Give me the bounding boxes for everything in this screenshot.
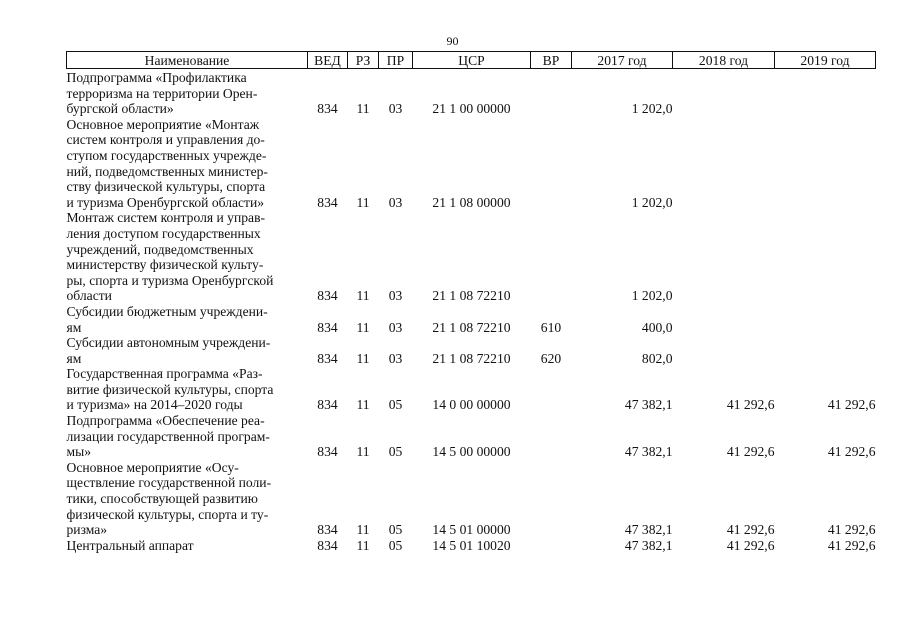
cell-csr: 14 5 01 00000 bbox=[432, 522, 511, 538]
cell-ved: 834 bbox=[317, 522, 338, 538]
header-2018: 2018 год bbox=[673, 52, 775, 69]
row-name-line: Монтаж систем контроля и управ- bbox=[66, 210, 266, 226]
row-name bbox=[67, 538, 308, 554]
table-row bbox=[67, 69, 876, 117]
cell-y2017: 47 382,1 bbox=[624, 444, 673, 460]
row-name-line: Основное мероприятие «Монтаж bbox=[66, 116, 260, 132]
cell-csr: 21 1 08 72210 bbox=[432, 319, 511, 335]
cell-vr bbox=[531, 366, 572, 413]
cell-pr: 05 bbox=[388, 522, 403, 538]
row-name-line: физической культуры, спорта и ту- bbox=[66, 506, 269, 522]
cell-pr: 03 bbox=[388, 319, 403, 335]
header-name: Наименование bbox=[67, 52, 308, 69]
row-name-line: и туризма» на 2014–2020 годы bbox=[66, 397, 243, 413]
cell-y2018 bbox=[673, 335, 775, 366]
cell-csr: 14 5 00 00000 bbox=[432, 444, 511, 460]
cell-pr: 03 bbox=[388, 350, 403, 366]
cell-vr bbox=[531, 69, 572, 117]
cell-vr: 620 bbox=[540, 350, 562, 366]
cell-y2018 bbox=[673, 304, 775, 335]
cell-vr bbox=[531, 210, 572, 304]
row-name bbox=[67, 366, 308, 413]
row-name-line: ступом государственных учрежде- bbox=[66, 147, 267, 163]
cell-y2018 bbox=[673, 69, 775, 117]
cell-y2018: 41 292,6 bbox=[726, 397, 775, 413]
row-name-line: терроризма на территории Орен- bbox=[66, 85, 258, 101]
cell-vr bbox=[531, 538, 572, 554]
row-name bbox=[67, 304, 308, 335]
cell-vr: 610 bbox=[540, 319, 562, 335]
cell-rz: 11 bbox=[356, 522, 370, 538]
cell-y2017: 400,0 bbox=[641, 319, 673, 335]
row-name-line: Подпрограмма «Обеспечение реа- bbox=[66, 413, 265, 429]
cell-ved: 834 bbox=[317, 101, 338, 117]
cell-rz: 11 bbox=[356, 319, 370, 335]
cell-y2019: 41 292,6 bbox=[827, 397, 876, 413]
cell-y2019 bbox=[775, 117, 876, 211]
cell-rz: 11 bbox=[356, 350, 370, 366]
table-row bbox=[67, 538, 876, 554]
cell-ved: 834 bbox=[317, 194, 338, 210]
cell-vr bbox=[531, 413, 572, 460]
cell-ved: 834 bbox=[317, 537, 338, 553]
cell-y2017: 47 382,1 bbox=[624, 397, 673, 413]
row-name-line: Государственная программа «Раз- bbox=[66, 366, 263, 382]
table-row bbox=[67, 304, 876, 335]
cell-pr: 03 bbox=[388, 194, 403, 210]
header-rz: РЗ bbox=[348, 52, 379, 69]
cell-rz: 11 bbox=[356, 288, 370, 304]
row-name-line: учреждений, подведомственных bbox=[66, 241, 254, 257]
cell-pr: 05 bbox=[388, 397, 403, 413]
table-row bbox=[67, 335, 876, 366]
row-name-line: ям bbox=[66, 319, 82, 335]
row-name-line: области bbox=[66, 288, 112, 304]
cell-rz: 11 bbox=[356, 537, 370, 553]
table-row bbox=[67, 210, 876, 304]
cell-csr: 21 1 08 72210 bbox=[432, 350, 511, 366]
row-name bbox=[67, 413, 308, 460]
row-name bbox=[67, 69, 308, 117]
cell-y2019: 41 292,6 bbox=[827, 522, 876, 538]
cell-pr: 05 bbox=[388, 537, 403, 553]
cell-y2019: 41 292,6 bbox=[827, 537, 876, 553]
cell-y2019 bbox=[775, 210, 876, 304]
header-2019: 2019 год bbox=[775, 52, 876, 69]
cell-ved: 834 bbox=[317, 319, 338, 335]
header-row bbox=[67, 52, 876, 69]
cell-y2019 bbox=[775, 69, 876, 117]
table-row bbox=[67, 460, 876, 538]
cell-y2018: 41 292,6 bbox=[726, 444, 775, 460]
cell-vr bbox=[531, 117, 572, 211]
cell-pr: 03 bbox=[388, 101, 403, 117]
cell-y2017: 47 382,1 bbox=[624, 537, 673, 553]
row-name-line: систем контроля и управления до- bbox=[66, 132, 265, 148]
cell-y2019 bbox=[775, 335, 876, 366]
header-pr: ПР bbox=[379, 52, 413, 69]
row-name-line: витие физической культуры, спорта bbox=[66, 381, 274, 397]
cell-rz: 11 bbox=[356, 444, 370, 460]
row-name-line: министерству физической культу- bbox=[66, 257, 264, 273]
row-name-line: ям bbox=[66, 350, 82, 366]
cell-csr: 21 1 08 00000 bbox=[432, 194, 511, 210]
row-name-line: ществление государственной поли- bbox=[66, 475, 272, 491]
cell-y2017: 1 202,0 bbox=[631, 194, 673, 210]
cell-y2018 bbox=[673, 210, 775, 304]
budget-table bbox=[66, 51, 876, 553]
cell-vr bbox=[531, 460, 572, 538]
cell-y2018 bbox=[673, 117, 775, 211]
cell-y2017: 802,0 bbox=[641, 350, 673, 366]
table-row bbox=[67, 413, 876, 460]
row-name bbox=[67, 210, 308, 304]
row-name-line: ры, спорта и туризма Оренбургской bbox=[66, 272, 274, 288]
row-name-line: Субсидии бюджетным учреждени- bbox=[66, 303, 268, 319]
cell-csr: 21 1 08 72210 bbox=[432, 288, 511, 304]
row-name-line: Основное мероприятие «Осу- bbox=[66, 459, 239, 475]
cell-ved: 834 bbox=[317, 288, 338, 304]
cell-rz: 11 bbox=[356, 194, 370, 210]
table-row bbox=[67, 366, 876, 413]
header-csr: ЦСР bbox=[413, 52, 531, 69]
cell-y2018: 41 292,6 bbox=[726, 522, 775, 538]
row-name bbox=[67, 117, 308, 211]
cell-y2019 bbox=[775, 304, 876, 335]
cell-ved: 834 bbox=[317, 397, 338, 413]
row-name-line: лизации государственной програм- bbox=[66, 428, 270, 444]
cell-ved: 834 bbox=[317, 444, 338, 460]
header-ved: ВЕД bbox=[308, 52, 348, 69]
row-name-line: Субсидии автономным учреждени- bbox=[66, 335, 271, 351]
header-vr: ВР bbox=[531, 52, 572, 69]
row-name bbox=[67, 460, 308, 538]
row-name-line: ления доступом государственных bbox=[66, 225, 261, 241]
cell-pr: 03 bbox=[388, 288, 403, 304]
row-name-line: ний, подведомственных министер- bbox=[66, 163, 268, 179]
row-name-line: Подпрограмма «Профилактика bbox=[66, 70, 247, 85]
row-name-line: ризма» bbox=[66, 522, 108, 538]
row-name-line: Центральный аппарат bbox=[66, 537, 194, 553]
cell-y2017: 1 202,0 bbox=[631, 101, 673, 117]
table-body bbox=[67, 69, 876, 554]
cell-csr: 21 1 00 00000 bbox=[432, 101, 511, 117]
cell-y2019: 41 292,6 bbox=[827, 444, 876, 460]
row-name-line: и туризма Оренбургской области» bbox=[66, 194, 265, 210]
cell-pr: 05 bbox=[388, 444, 403, 460]
row-name bbox=[67, 335, 308, 366]
cell-y2018: 41 292,6 bbox=[726, 537, 775, 553]
header-2017: 2017 год bbox=[572, 52, 673, 69]
page-number: 90 bbox=[446, 34, 459, 48]
cell-rz: 11 bbox=[356, 397, 370, 413]
cell-rz: 11 bbox=[356, 101, 370, 117]
cell-csr: 14 0 00 00000 bbox=[432, 397, 511, 413]
row-name-line: ству физической культуры, спорта bbox=[66, 179, 266, 195]
row-name-line: бургской области» bbox=[66, 101, 174, 117]
cell-y2017: 47 382,1 bbox=[624, 522, 673, 538]
table-row bbox=[67, 117, 876, 211]
row-name-line: мы» bbox=[66, 444, 92, 460]
row-name-line: тики, способствующей развитию bbox=[66, 491, 258, 507]
cell-y2017: 1 202,0 bbox=[631, 288, 673, 304]
cell-ved: 834 bbox=[317, 350, 338, 366]
cell-csr: 14 5 01 10020 bbox=[432, 537, 511, 553]
